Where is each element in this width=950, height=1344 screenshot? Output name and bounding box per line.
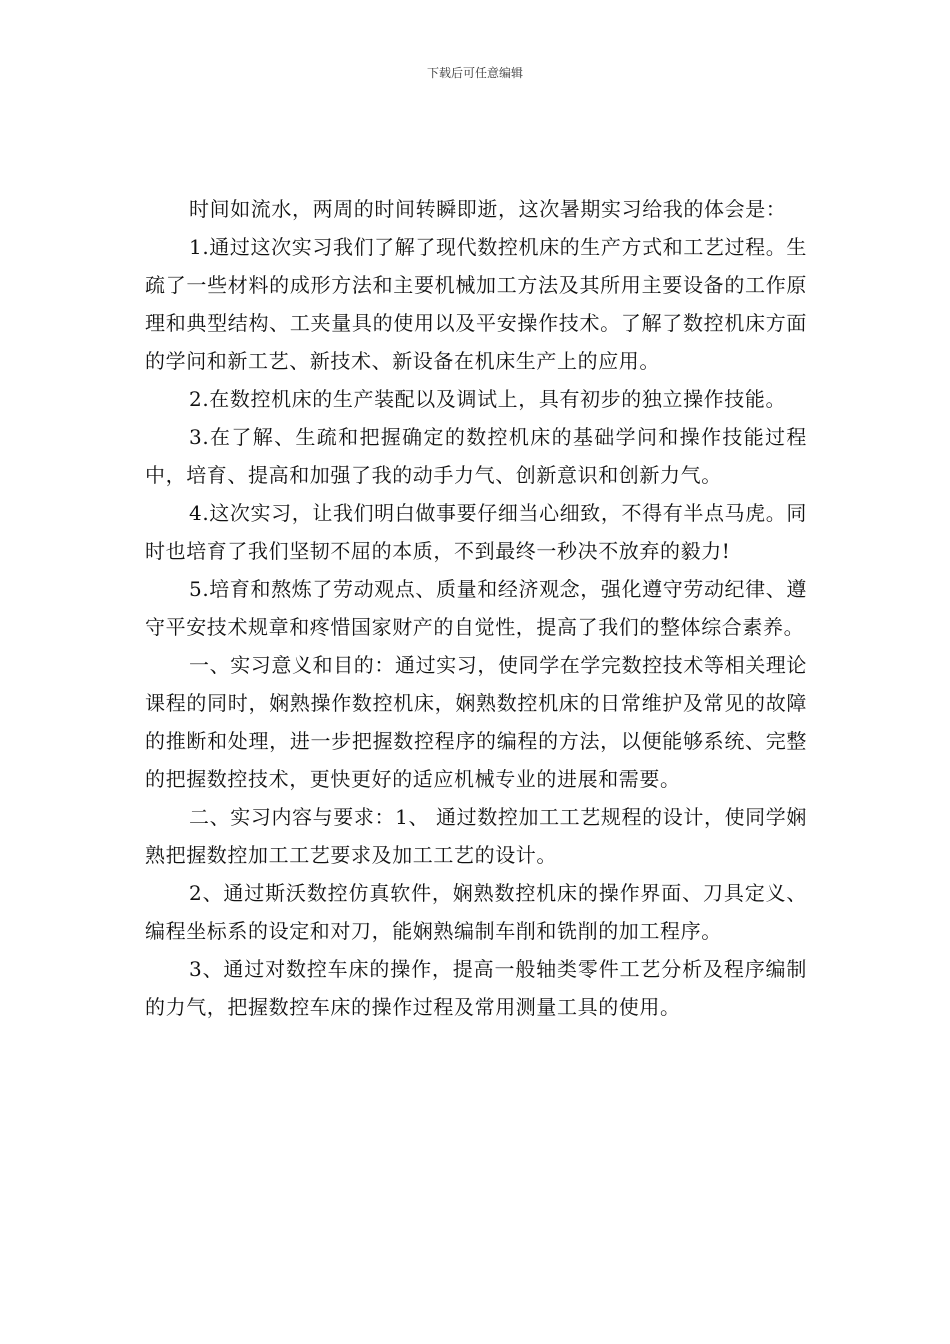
- paragraph-section-content: 二、实习内容与要求：1、 通过数控加工工艺规程的设计，使同学娴熟把握数控加工工艺要求及加工工艺的设计。: [145, 805, 807, 867]
- paragraph-content-item-3: 3、通过对数控车床的操作，提高一般轴类零件工艺分析及程序编制的力气，把握数控车床的操作过程及常用测量工具的使用。: [145, 957, 807, 1019]
- paragraph-point-5: 5.培育和熬炼了劳动观点、质量和经济观念，强化遵守劳动纪律、遵守平安技术规章和疼惜国家财产的自觉性，提高了我们的整体综合素养。: [145, 577, 807, 639]
- paragraph-content-item-2: 2、通过斯沃数控仿真软件，娴熟数控机床的操作界面、刀具定义、编程坐标系的设定和对刀，能娴熟编制车削和铣削的加工程序。: [145, 881, 807, 943]
- paragraph-intro: 时间如流水，两周的时间转瞬即逝，这次暑期实习给我的体会是：: [189, 197, 787, 221]
- paragraph-point-2: 2.在数控机床的生产装配以及调试上，具有初步的独立操作技能。: [189, 387, 787, 411]
- paragraph-point-1: 1.通过这次实习我们了解了现代数控机床的生产方式和工艺过程。生疏了一些材料的成形方法和主要机械加工方法及其所用主要设备的工作原理和典型结构、工夹量具的使用以及平安操作技术。了解了数控机床方面的学问和新工艺、新技术、新设备在机床生产上的应用。: [145, 235, 807, 373]
- paragraph-point-3: 3.在了解、生疏和把握确定的数控机床的基础学问和操作技能过程中，培育、提高和加强了我的动手力气、创新意识和创新力气。: [145, 425, 807, 487]
- paragraph-point-4: 4.这次实习，让我们明白做事要仔细当心细致，不得有半点马虎。同时也培育了我们坚韧不屈的本质，不到最终一秒决不放弃的毅力!: [145, 501, 807, 563]
- document-body: [145, 190, 807, 1026]
- page-header: 下载后可任意编辑: [426, 66, 523, 80]
- paragraph-section-purpose: 一、实习意义和目的：通过实习，使同学在学完数控技术等相关理论课程的同时，娴熟操作数控机床，娴熟数控机床的日常维护及常见的故障的推断和处理，进一步把握数控程序的编程的方法，以便能够系统、完整的把握数控技术，更快更好的适应机械专业的进展和需要。: [145, 653, 807, 791]
